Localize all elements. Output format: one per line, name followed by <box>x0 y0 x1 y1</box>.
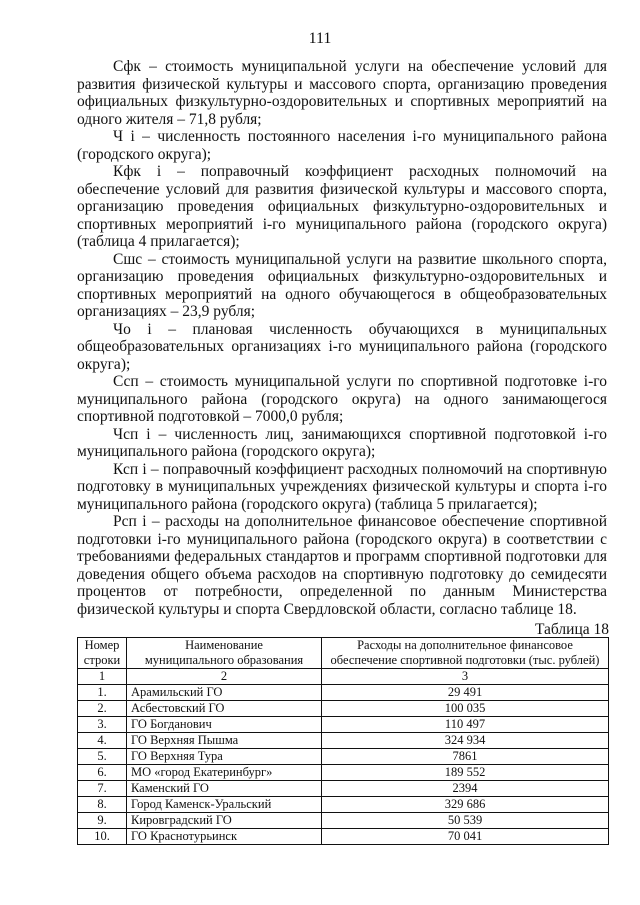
header-name-line: Наименование <box>185 638 263 652</box>
row-number: 9. <box>78 813 127 829</box>
municipality-name: Город Каменск-Уральский <box>127 797 322 813</box>
table-caption: Таблица 18 <box>534 621 609 638</box>
row-number: 2. <box>78 701 127 717</box>
paragraph: Ссп – стоимость муниципальной услуги по спортивной подготовке i-го муниципального района (городского округа) на одного занимающегося спортивной подготовкой – 7000,0 рубля; <box>77 373 607 425</box>
row-number: 7. <box>78 781 127 797</box>
paragraph: Кфк i – поправочный коэффициент расходных полномочий на обеспечение условий для развития физической культуры и массового спорта, организацию проведения официальных физкультурно-оздоровительных и спортивных мероприятий i-го муниципального района (городского округа) (таблица 4 прилагается); <box>77 163 607 250</box>
table-row <box>78 685 609 701</box>
header-value-line: Расходы на дополнительное финансовое <box>357 638 573 652</box>
header-name-line: муниципального образования <box>144 653 304 667</box>
index-cell: 2 <box>127 669 322 685</box>
header-name <box>127 638 322 669</box>
paragraph: Чсп i – численность лиц, занимающихся спортивной подготовкой i-го муниципального района (городского округа); <box>77 425 607 460</box>
expense-value: 29 491 <box>322 685 609 701</box>
municipality-name: Кировградский ГО <box>127 813 322 829</box>
header-num <box>78 638 127 669</box>
municipality-name: ГО Верхняя Пышма <box>127 733 322 749</box>
expense-value: 50 539 <box>322 813 609 829</box>
data-table <box>77 637 609 845</box>
table-row <box>78 733 609 749</box>
table-header-row <box>78 638 609 669</box>
municipality-name: ГО Верхняя Тура <box>127 749 322 765</box>
row-number: 5. <box>78 749 127 765</box>
table-row <box>78 717 609 733</box>
paragraph: Ч i – численность постоянного населения i-го муниципального района (городского округа); <box>77 128 607 163</box>
header-num-line: Номер <box>84 638 120 652</box>
expense-value: 189 552 <box>322 765 609 781</box>
table-row <box>78 829 609 845</box>
table-row <box>78 781 609 797</box>
expense-value: 324 934 <box>322 733 609 749</box>
expense-value: 2394 <box>322 781 609 797</box>
table-row <box>78 813 609 829</box>
header-value <box>322 638 609 669</box>
expense-value: 110 497 <box>322 717 609 733</box>
table-row <box>78 749 609 765</box>
paragraph: Чо i – плановая численность обучающихся в муниципальных общеобразовательных организациях i-го муниципального района (городского округа); <box>77 320 607 373</box>
row-number: 6. <box>78 765 127 781</box>
municipality-name: ГО Краснотурьинск <box>127 829 322 845</box>
expense-value: 7861 <box>322 749 609 765</box>
header-num-line: строки <box>83 653 121 667</box>
header-value-line: обеспечение спортивной подготовки (тыс. рублей) <box>330 653 600 667</box>
paragraph: Ксп i – поправочный коэффициент расходных полномочий на спортивную подготовку в муниципальных учреждениях физической культуры и спорта i-го муниципального района (городского округа) (таблица 5 прилагается); <box>77 460 607 513</box>
row-number: 4. <box>78 733 127 749</box>
row-number: 1. <box>78 685 127 701</box>
paragraph: Рсп i – расходы на дополнительное финансовое обеспечение спортивной подготовки i-го муниципального района (городского округа) в соответствии с требованиями федеральных стандартов и программ спортивной подготовки для доведения общего объема расходов на спортивную подготовку до семидесяти процентов от потребности, определенной по данным Министерства физической культуры и спорта Свердловской области, согласно таблице 18. <box>77 513 607 618</box>
row-number: 10. <box>78 829 127 845</box>
row-number: 8. <box>78 797 127 813</box>
table-body <box>78 669 609 845</box>
expense-value: 100 035 <box>322 701 609 717</box>
table-row <box>78 701 609 717</box>
row-number: 3. <box>78 717 127 733</box>
table-row <box>78 765 609 781</box>
municipality-name: Асбестовский ГО <box>127 701 322 717</box>
expense-value: 70 041 <box>322 829 609 845</box>
municipality-name: Каменский ГО <box>127 781 322 797</box>
table-index-row <box>78 669 609 685</box>
index-cell: 3 <box>322 669 609 685</box>
paragraph: Сшс – стоимость муниципальной услуги на развитие школьного спорта, организацию проведения официальных физкультурно-оздоровительных и спортивных мероприятий на одного обучающегося в общеобразовательных организациях – 23,9 рубля; <box>77 250 607 320</box>
table-row <box>78 797 609 813</box>
body-text <box>77 58 607 618</box>
municipality-name: ГО Богданович <box>127 717 322 733</box>
page-number: 111 <box>308 30 332 47</box>
paragraph: Сфк – стоимость муниципальной услуги на обеспечение условий для развития физической культуры и массового спорта, организацию проведения официальных физкультурно-оздоровительных и спортивных мероприятий на одного жителя – 71,8 рубля; <box>77 58 607 128</box>
index-cell: 1 <box>78 669 127 685</box>
municipality-name: МО «город Екатеринбург» <box>127 765 322 781</box>
municipality-name: Арамильский ГО <box>127 685 322 701</box>
expense-value: 329 686 <box>322 797 609 813</box>
